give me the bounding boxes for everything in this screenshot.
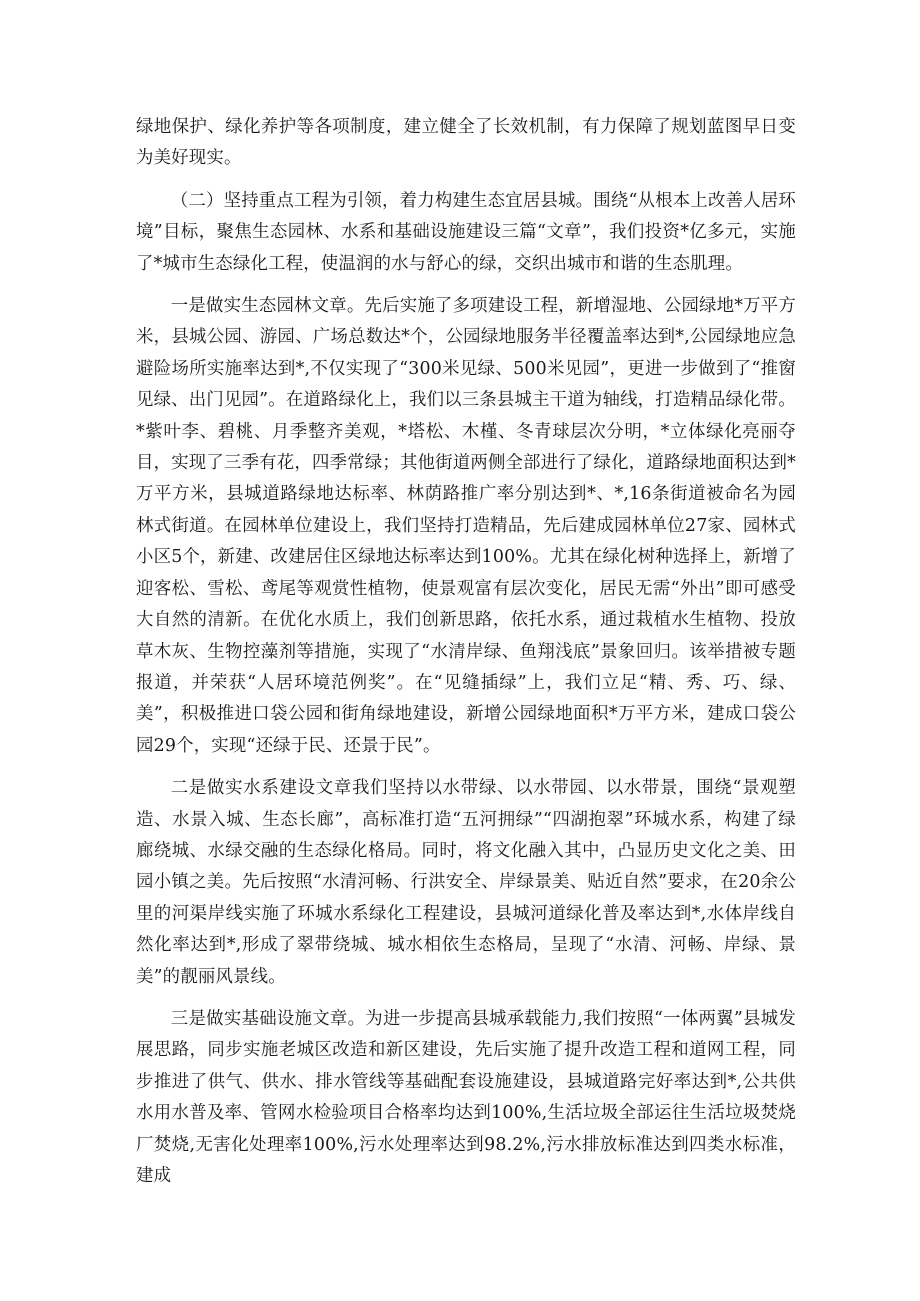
paragraph-section-two: （二）坚持重点工程为引领，着力构建生态宜居县城。围绕“从根本上改善人居环境”目标，聚焦生态园林、水系和基础设施建设三篇“文章”，我们投资*亿多元，实施了*城市生态绿化工程，使温润的水与舒心的绿，交织出城市和谐的生态肌理。 [136, 190, 796, 274]
paragraph-infrastructure: 三是做实基础设施文章。为进一步提高县城承载能力,我们按照“一体两翼”县城发展思路，同步实施老城区改造和新区建设，先后实施了提升改造工程和道网工程，同步推进了供气、供水、排水管线等基础配套设施建设，县城道路完好率达到*,公共供水用水普及率、管网水检验项目合格率均达到100%,生活垃圾全部运往生活垃圾焚烧厂焚烧,无害化处理率100%,污水处理率达到98.2%,污水排放标准达到四类水标准，建成 [136, 1008, 796, 1186]
paragraph-water-system: 二是做实水系建设文章我们坚持以水带绿、以水带园、以水带景，围绕“景观塑造、水景入城、生态长廊”，高标准打造“五河拥绿”“四湖抱翠”环城水系，构建了绿廊绕城、水绿交融的生态绿化格局。同时，将文化融入其中，凸显历史文化之美、田园小镇之美。先后按照“水清河畅、行洪安全、岸绿景美、贴近自然”要求，在20余公里的河渠岸线实施了环城水系绿化工程建设，县城河道绿化普及率达到*,水体岸线自然化率达到*,形成了翠带绕城、城水相依生态格局，呈现了“水清、河畅、岸绿、景美”的靓丽风景线。 [136, 778, 796, 987]
paragraph-continued: 绿地保护、绿化养护等各项制度，建立健全了长效机制，有力保障了规划蓝图早日变为美好现实。 [136, 117, 796, 169]
document-body [136, 112, 796, 1192]
paragraph-ecological-gardens: 一是做实生态园林文章。先后实施了多项建设工程，新增湿地、公园绿地*万平方米，县城公园、游园、广场总数达*个，公园绿地服务半径覆盖率达到*,公园绿地应急避险场所实施率达到*,不仅实现了“300米见绿、500米见园”，更进一步做到了“推窗见绿、出门见园”。在道路绿化上，我们以三条县城主干道为轴线，打造精品绿化带。*紫叶李、碧桃、月季整齐美观，*塔松、木槿、冬青球层次分明，*立体绿化亮丽夺目，实现了三季有花，四季常绿；其他街道两侧全部进行了绿化，道路绿地面积达到*万平方米，县城道路绿地达标率、林荫路推广率分别达到*、*,16条街道被命名为园林式街道。在园林单位建设上，我们坚持打造精品，先后建成园林单位27家、园林式小区5个，新建、改建居住区绿地达标率达到100%。尤其在绿化树种选择上，新增了迎客松、雪松、鸢尾等观赏性植物，使景观富有层次变化，居民无需“外出”即可感受大自然的清新。在优化水质上，我们创新思路，依托水系，通过栽植水生植物、投放草木灰、生物控藻剂等措施，实现了“水清岸绿、鱼翔浅底”景象回归。该举措被专题报道，并荣获“人居环境范例奖”。在“见缝插绿”上，我们立足“精、秀、巧、绿、美”，积极推进口袋公园和街角绿地建设，新增公园绿地面积*万平方米，建成口袋公园29个，实现“还绿于民、还景于民”。 [136, 296, 796, 756]
